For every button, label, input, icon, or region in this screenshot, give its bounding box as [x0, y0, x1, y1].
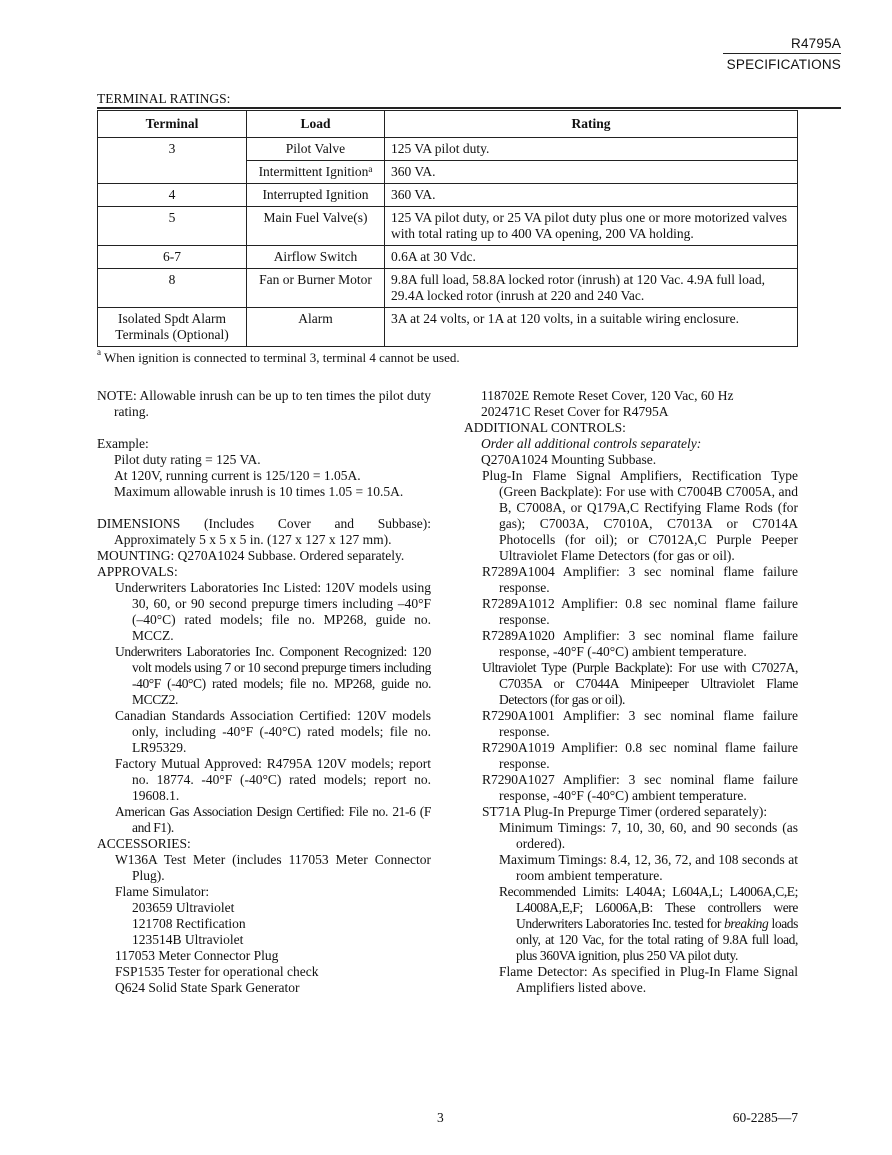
table-row: [98, 138, 798, 161]
timer-minimum: Minimum Timings: 7, 10, 30, 60, and 90 seconds (as ordered).: [499, 820, 798, 851]
document-number: 60-2285—7: [732, 1110, 798, 1125]
terminal-ratings-rule: [97, 107, 841, 109]
recommended-text-end: loads only, at 120 Vac, for the total rating of 9.8A full load, plus 360VA ignition, plus 250 VA pilot duty.: [516, 916, 798, 963]
flame-simulator-label: Flame Simulator:: [115, 884, 210, 899]
timer-maximum: Maximum Timings: 8.4, 12, 36, 72, and 108 seconds at room ambient temperature.: [499, 852, 798, 883]
amplifier-item: R7289A1020 Amplifier: 3 sec nominal flame failure response, -40°F (-40°C) ambient temperature.: [482, 628, 798, 659]
load-cell: Airflow Switch: [247, 246, 385, 269]
cover-item: 202471C Reset Cover for R4795A: [481, 404, 669, 419]
rating-cell: 9.8A full load, 58.8A locked rotor (inrush) at 120 Vac. 4.9A full load, 29.4A locked rotor (inrush at 220 and 240 Vac.: [385, 269, 798, 308]
order-note: Order all additional controls separately:: [481, 436, 702, 451]
rating-cell: 360 VA.: [385, 184, 798, 207]
subbase-item: Q270A1024 Mounting Subbase.: [481, 452, 657, 467]
amplifier-item: R7290A1027 Amplifier: 3 sec nominal flame failure response, -40°F (-40°C) ambient temperature.: [482, 772, 798, 803]
amplifier-item: R7289A1012 Amplifier: 0.8 sec nominal flame failure response.: [482, 596, 798, 627]
left-column: [97, 388, 431, 996]
page-number: 3: [437, 1110, 444, 1125]
flame-simulator-item: 203659 Ultraviolet: [132, 900, 235, 915]
accessories-label: ACCESSORIES:: [97, 836, 191, 851]
recommended-limits: [464, 884, 798, 964]
load-cell: Main Fuel Valve(s): [247, 207, 385, 246]
header-rule: [723, 53, 841, 54]
model-number: R4795A: [791, 36, 841, 51]
table-row: [98, 184, 798, 207]
table-row: [98, 246, 798, 269]
load-text: Intermittent Ignition: [258, 164, 369, 179]
table-row: [98, 308, 798, 347]
approvals-label: APPROVALS:: [97, 564, 178, 579]
column-header-load: Load: [247, 111, 385, 138]
load-cell: Pilot Valve: [247, 138, 385, 161]
approval-item: Underwriters Laboratories Inc. Component Recognized: 120 volt models using 7 or 10 second prepurge timers including -40°F (-40°C) rated models; file no. MP268, guide no. MCCZ2.: [115, 644, 431, 707]
recommended-emphasis: breaking: [724, 916, 769, 931]
page-header: [723, 36, 841, 72]
rating-cell: 125 VA pilot duty, or 25 VA pilot duty plus one or more motorized valves with total rating up to 400 VA opening, 200 VA holding.: [385, 207, 798, 246]
terminal-ratings-table: [97, 110, 798, 347]
flame-detector: Flame Detector: As specified in Plug-In Flame Signal Amplifiers listed above.: [499, 964, 798, 995]
terminal-cell: 5: [98, 207, 247, 246]
additional-controls-label: ADDITIONAL CONTROLS:: [464, 420, 626, 435]
section-title: SPECIFICATIONS: [726, 57, 841, 72]
rating-cell: 3A at 24 volts, or 1A at 120 volts, in a suitable wiring enclosure.: [385, 308, 798, 347]
terminal-ratings-label: TERMINAL RATINGS:: [97, 91, 231, 106]
column-header-rating: Rating: [385, 111, 798, 138]
footnote-marker: a: [368, 164, 373, 174]
cover-item: 118702E Remote Reset Cover, 120 Vac, 60 Hz: [481, 388, 734, 403]
approval-item: Factory Mutual Approved: R4795A 120V models; report no. 18774. -40°F (-40°C) rated models; report no. 19608.1.: [115, 756, 431, 803]
accessory-item: FSP1535 Tester for operational check: [115, 964, 319, 979]
column-header-terminal: Terminal: [98, 111, 247, 138]
recommended-text: Recommended Limits: L404A; L604A,L; L4006A,C,E; L4008A,E,F; L6006A,B: These controllers were Underwriters Laboratories Inc. tested for: [499, 884, 798, 931]
load-cell: [247, 161, 385, 184]
table-header-row: [98, 111, 798, 138]
footnote-mark: a: [97, 347, 101, 357]
table-row: [98, 269, 798, 308]
amplifier-item: R7290A1019 Amplifier: 0.8 sec nominal flame failure response.: [482, 740, 798, 771]
rectification-amplifiers: Plug-In Flame Signal Amplifiers, Rectification Type (Green Backplate): For use with C7004B C7005A, and B, C7008A, or Q179A,C Rectifying Flame Rods (for gas); C7003A, C7010A, C7013A or C7014A Photocells (for oil); or C7012A,C Purple Peeper Ultraviolet Flame Detectors (for gas or oil).: [482, 468, 798, 563]
amplifier-item: R7290A1001 Amplifier: 3 sec nominal flame failure response.: [482, 708, 798, 739]
rating-cell: 0.6A at 30 Vdc.: [385, 246, 798, 269]
table-footnote: [97, 347, 460, 366]
flame-simulator-item: 123514B Ultraviolet: [132, 932, 244, 947]
terminal-cell: 4: [98, 184, 247, 207]
amplifier-item: R7289A1004 Amplifier: 3 sec nominal flame failure response.: [482, 564, 798, 595]
accessory-item: W136A Test Meter (includes 117053 Meter Connector Plug).: [115, 852, 431, 883]
example-line: Maximum allowable inrush is 10 times 1.05 = 10.5A.: [114, 484, 404, 499]
terminal-cell: 6-7: [98, 246, 247, 269]
prepurge-timer: ST71A Plug-In Prepurge Timer (ordered separately):: [482, 804, 768, 819]
approval-item: Canadian Standards Association Certified: 120V models only, including -40°F (-40°C) rated models; file no. LR95329.: [115, 708, 431, 755]
rating-cell: 360 VA.: [385, 161, 798, 184]
accessory-item: Q624 Solid State Spark Generator: [115, 980, 300, 995]
footnote-text: When ignition is connected to terminal 3, terminal 4 cannot be used.: [104, 350, 460, 365]
right-column: [464, 388, 798, 996]
approval-item: Underwriters Laboratories Inc Listed: 120V models using 30, 60, or 90 second prepurge timers including –40°F (–40°C) rated models; file no. MP268, guide no. MCCZ.: [115, 580, 431, 643]
load-cell: Interrupted Ignition: [247, 184, 385, 207]
rating-cell: 125 VA pilot duty.: [385, 138, 798, 161]
mounting-spec: MOUNTING: Q270A1024 Subbase. Ordered separately.: [97, 548, 405, 563]
example-label: Example:: [97, 436, 149, 451]
example-line: At 120V, running current is 125/120 = 1.05A.: [114, 468, 361, 483]
load-cell: Fan or Burner Motor: [247, 269, 385, 308]
terminal-cell: 8: [98, 269, 247, 308]
flame-simulator-item: 121708 Rectification: [132, 916, 246, 931]
terminal-cell: Isolated Spdt Alarm Terminals (Optional): [98, 308, 247, 347]
example-line: Pilot duty rating = 125 VA.: [114, 452, 261, 467]
table-row: [98, 207, 798, 246]
dimensions-spec: DIMENSIONS (Includes Cover and Subbase): Approximately 5 x 5 x 5 in. (127 x 127 x 127 mm).: [97, 516, 431, 547]
approval-item: American Gas Association Design Certified: File no. 21-6 (F and F1).: [115, 804, 431, 835]
ultraviolet-amplifiers: Ultraviolet Type (Purple Backplate): For use with C7027A, C7035A or C7044A Minipeeper Ultraviolet Flame Detectors (for gas or oil).: [482, 660, 798, 707]
terminal-cell: 3: [98, 138, 247, 184]
inrush-note: NOTE: Allowable inrush can be up to ten times the pilot duty rating.: [97, 388, 431, 419]
accessory-item: 117053 Meter Connector Plug: [115, 948, 279, 963]
load-cell: Alarm: [247, 308, 385, 347]
